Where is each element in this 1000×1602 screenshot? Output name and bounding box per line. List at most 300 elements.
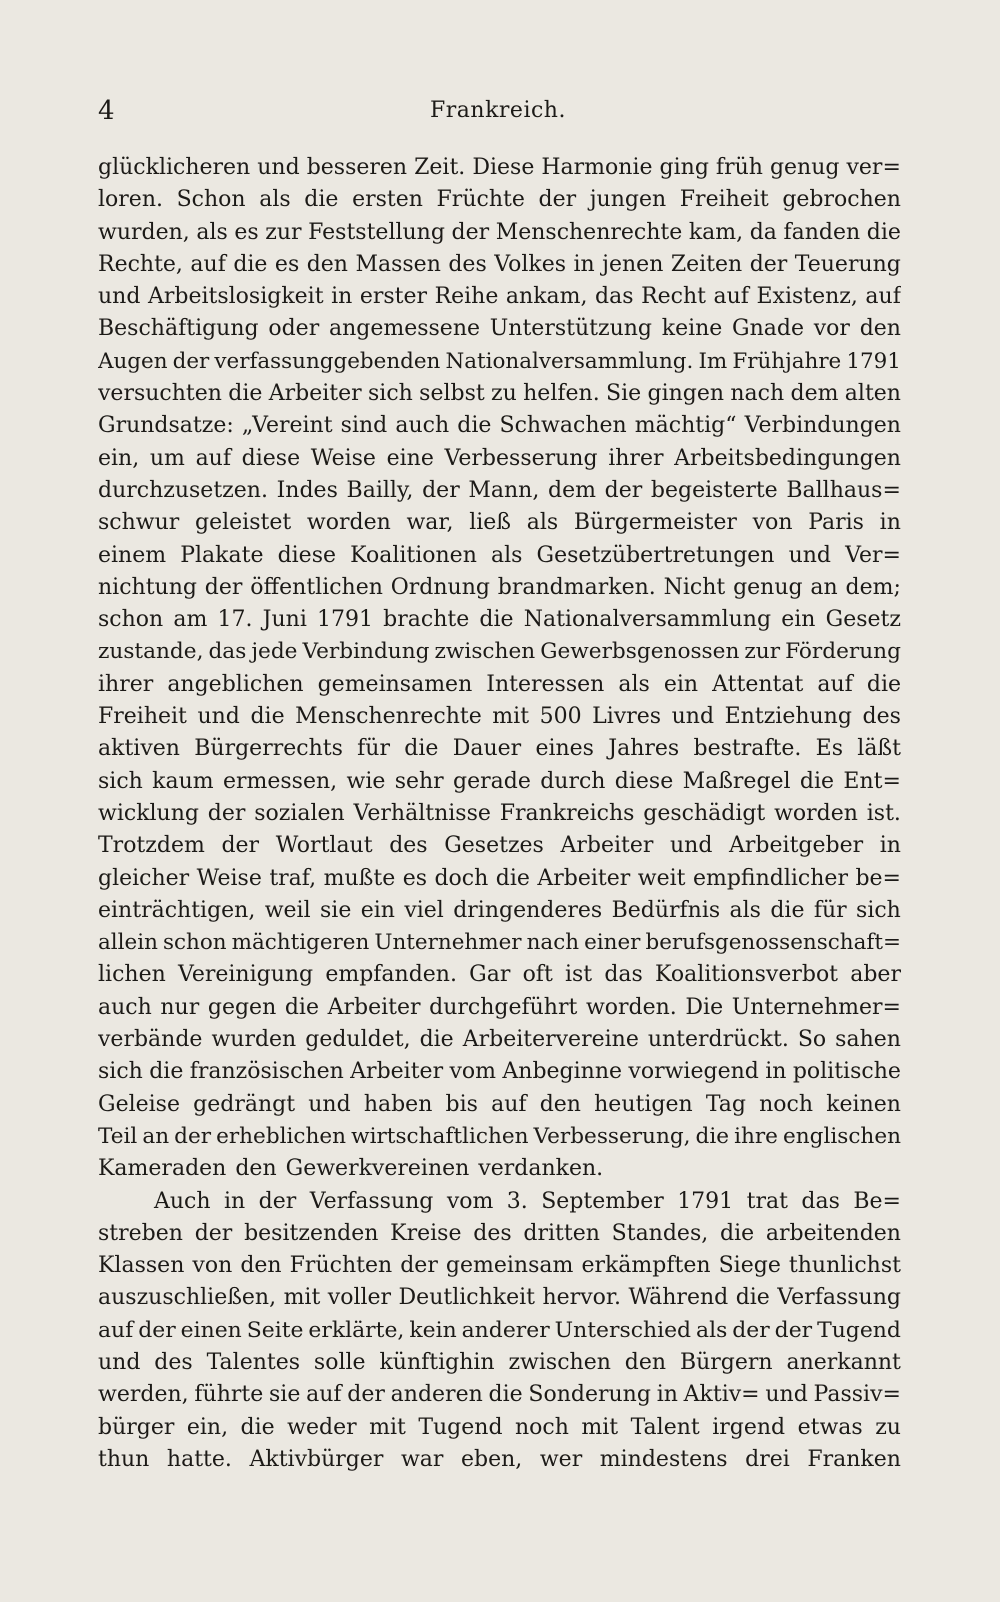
word: nur [160, 994, 200, 1020]
word: der [774, 1317, 813, 1343]
word: es [402, 865, 427, 891]
word: Arbeiter [350, 1059, 444, 1085]
word: wicklung [98, 800, 199, 826]
word: geleistet [195, 510, 292, 536]
word: Freiheit [98, 704, 187, 730]
word: ersten [352, 187, 423, 213]
word: das [208, 639, 247, 665]
word: hatte. [166, 1446, 232, 1472]
word: Arbeitervereine [462, 1027, 639, 1053]
word: und [98, 284, 141, 310]
word: ein, [186, 1414, 229, 1440]
word: Sie [606, 381, 642, 407]
word: Gnade [732, 316, 805, 342]
word: als [618, 671, 650, 697]
word: den [235, 1156, 277, 1182]
word: an [810, 574, 838, 600]
word: den [306, 251, 348, 277]
word: Aktiv= [683, 1382, 760, 1408]
word: zu [875, 1414, 901, 1440]
word: und [308, 1091, 351, 1117]
word: anerkannt [786, 1349, 901, 1375]
word: etwas [797, 1414, 863, 1440]
text-line [98, 992, 901, 1024]
word: die [488, 1382, 523, 1408]
word: jenen [602, 251, 664, 277]
word: nach [526, 930, 580, 956]
word: die [495, 865, 530, 891]
word: Bailly, [346, 477, 414, 503]
word: traf, [269, 865, 317, 891]
text-line [98, 1056, 901, 1088]
word: Volkes [494, 251, 567, 277]
word: Verbesserung, [533, 1123, 691, 1149]
word: ihrer [608, 445, 664, 471]
word: sie [320, 897, 352, 923]
word: es [274, 251, 300, 277]
text-line [98, 1153, 901, 1185]
word: und [788, 542, 831, 568]
word: führte [194, 1382, 264, 1408]
word: glücklicheren [98, 155, 251, 180]
word: thunlichst [788, 1253, 901, 1279]
word: Talentes [206, 1349, 301, 1375]
word: verdanken. [478, 1156, 604, 1182]
text-line [98, 863, 901, 895]
word: Dauer [452, 736, 522, 762]
text-line [98, 701, 901, 733]
running-title: Frankreich. [430, 98, 566, 123]
word: Tugend [817, 1317, 901, 1343]
word: solle [313, 1349, 366, 1375]
word: mächtig“ [634, 413, 737, 439]
text-line [98, 1347, 901, 1379]
word: noch [515, 1414, 569, 1440]
word: für [813, 897, 847, 923]
page-number: 4 [98, 96, 115, 126]
word: weder [287, 1414, 357, 1440]
word: Diese [472, 155, 535, 180]
word: in [656, 1382, 678, 1408]
word: genug [769, 155, 840, 180]
word: vom [449, 1059, 497, 1085]
word: aktiven [98, 736, 180, 762]
word: Schwachen [499, 413, 627, 439]
word: Arbeitgeber [729, 833, 864, 859]
word: zur [265, 219, 302, 245]
word: So [797, 1027, 827, 1053]
word: alten [844, 381, 901, 407]
word: an [142, 1123, 170, 1149]
word: Gesetz [825, 607, 901, 633]
word: der [207, 800, 246, 826]
word: auf [98, 1317, 134, 1343]
word: sind [340, 413, 388, 439]
word: Maßregel [682, 768, 791, 794]
word: wer [539, 1446, 583, 1472]
word: des [154, 1349, 193, 1375]
word: allein [98, 930, 158, 956]
word: ankam, [505, 284, 588, 310]
word: früh [715, 155, 763, 180]
text-line [98, 1218, 901, 1250]
word: es [234, 219, 259, 245]
text-line [98, 1379, 901, 1411]
word: Schon [176, 187, 246, 213]
word: ein [663, 671, 699, 697]
word: Arbeiter [268, 381, 362, 407]
word: den [240, 1253, 282, 1279]
text-line [98, 798, 901, 830]
word: auf [491, 1091, 527, 1117]
word: Zeiten [670, 251, 743, 277]
word: Unternehmer [374, 930, 522, 956]
word: ver= [846, 155, 901, 180]
word: des [448, 251, 487, 277]
word: gerade [453, 768, 531, 794]
word: auf [713, 284, 749, 310]
word: ein [781, 607, 816, 633]
word: die [866, 219, 901, 245]
word: trat [746, 1188, 788, 1214]
word: kaum [152, 768, 214, 794]
word: erkämpften [581, 1253, 711, 1279]
word: besitzenden [244, 1220, 379, 1246]
word: die [284, 994, 319, 1020]
word: bestrafte. [693, 736, 802, 762]
word: Unternehmer= [731, 994, 901, 1020]
word: Wortlaut [275, 833, 373, 859]
word: sehr [394, 768, 444, 794]
word: Livres [592, 704, 662, 730]
word: Talent [630, 1414, 700, 1440]
word: angeblichen [167, 671, 304, 697]
word: kam, [688, 219, 744, 245]
word: Harmonie [541, 155, 653, 180]
word: mit [492, 704, 530, 730]
word: der [194, 1220, 233, 1246]
word: dritten [523, 1220, 600, 1246]
word: ist [564, 962, 593, 988]
word: das [604, 962, 643, 988]
word: Ent= [843, 768, 901, 794]
word: sie [269, 1382, 301, 1408]
word: durchgeführt [429, 994, 578, 1020]
word: ließ [469, 510, 512, 536]
word: gemeinsam [445, 1253, 574, 1279]
word: Gewerkvereinen [285, 1156, 470, 1182]
word: Entziehung [724, 704, 852, 730]
word: mit [581, 1414, 619, 1440]
word: oder [268, 316, 320, 342]
word: sahen [835, 1027, 901, 1053]
word: weil [264, 897, 311, 923]
word: worden. [585, 994, 677, 1020]
word: Früchte [436, 187, 525, 213]
word: gebrochen [782, 187, 901, 213]
word: auf [195, 445, 231, 471]
word: die [799, 768, 835, 794]
word: gingen [647, 381, 725, 407]
word: irgend [712, 1414, 786, 1440]
text-line [98, 152, 901, 184]
word: schon [98, 607, 164, 633]
word: Bürgermeister [573, 510, 737, 536]
word: die [228, 381, 263, 407]
word: den [859, 316, 901, 342]
text-line [98, 1315, 901, 1347]
word: diese [277, 542, 337, 568]
word: der [604, 477, 643, 503]
word: Existenz, [756, 284, 858, 310]
word: war [400, 1446, 444, 1472]
word: mit [369, 1414, 406, 1440]
text-line [98, 1282, 901, 1314]
word: Augen [98, 348, 168, 374]
word: Siege [718, 1253, 781, 1279]
word: Zeit. [414, 155, 466, 180]
word: jede [251, 639, 298, 665]
word: das [595, 284, 634, 310]
word: 500 [539, 704, 582, 730]
word: Verbesserung [444, 445, 598, 471]
word: Menschenrechte [495, 219, 683, 245]
word: Koalitionsverbot [655, 962, 839, 988]
text-line [98, 507, 901, 539]
word: Frankreichs [499, 800, 635, 826]
word: arbeitenden [765, 1220, 901, 1246]
word: brandmarken. [497, 574, 656, 600]
word: sich [98, 1059, 143, 1085]
text-line [98, 1412, 901, 1444]
word: Geleise [98, 1091, 180, 1117]
word: berufsgenossenschaft= [645, 930, 901, 956]
word: Koalitionen [350, 542, 477, 568]
text-line [98, 475, 901, 507]
word: in [331, 284, 353, 310]
word: in [879, 833, 901, 859]
word: Be= [853, 1188, 901, 1214]
word: Auch [154, 1188, 211, 1214]
word: streben [98, 1220, 183, 1246]
word: Arbeiter [327, 994, 421, 1020]
text-line [98, 410, 901, 442]
word: auf [817, 671, 853, 697]
word: und [765, 1382, 808, 1408]
word: versuchten [98, 381, 222, 407]
text-line [98, 895, 901, 927]
word: Verfassung [777, 1285, 901, 1311]
text-line [98, 766, 901, 798]
word: als [196, 219, 228, 245]
word: der [258, 1188, 297, 1214]
word: Indes [276, 477, 338, 503]
word: und [197, 704, 240, 730]
text-line [98, 733, 901, 765]
word: die [250, 704, 285, 730]
word: Weise [310, 445, 376, 471]
word: verbände [98, 1027, 203, 1053]
word: heutigen [594, 1091, 693, 1117]
word: der [749, 251, 788, 277]
word: Feststellung [308, 219, 445, 245]
word: erster [359, 284, 428, 310]
word: die [419, 1027, 454, 1053]
word: mindestens [599, 1446, 728, 1472]
word: noch [759, 1091, 814, 1117]
word: sich [368, 381, 413, 407]
word: der [451, 219, 490, 245]
word: 1791 [317, 607, 374, 633]
word: ihrer [98, 671, 154, 697]
word: vom [446, 1188, 494, 1214]
text-line [98, 1024, 901, 1056]
word: Jahres [608, 736, 680, 762]
word: die [233, 251, 268, 277]
word: worden [306, 510, 391, 536]
word: Rechte, [98, 251, 183, 277]
word: Teuerung [794, 251, 901, 277]
word: aber [850, 962, 901, 988]
word: das [801, 1188, 840, 1214]
text-line [98, 927, 901, 959]
word: ein [360, 897, 395, 923]
word: Es [815, 736, 843, 762]
word: selbst [419, 381, 485, 407]
word: einer [584, 930, 641, 956]
word: für [357, 736, 390, 762]
word: Arbeiter [537, 865, 631, 891]
word: Tugend [418, 1414, 503, 1440]
word: Aktivbürger [249, 1446, 384, 1472]
word: Beschäftigung [98, 316, 259, 342]
word: vorwiegend [628, 1059, 759, 1085]
word: Ver= [845, 542, 901, 568]
word: die [695, 1123, 730, 1149]
word: zwischen [434, 639, 536, 665]
word: Bürgern [679, 1349, 773, 1375]
word: 3. [506, 1188, 528, 1214]
word: Kameraden [98, 1156, 227, 1182]
word: besseren [306, 155, 408, 180]
word: anderer [461, 1317, 550, 1343]
word: Interessen [486, 671, 605, 697]
word: und [98, 1349, 141, 1375]
word: genug [733, 574, 803, 600]
text-line [98, 1089, 901, 1121]
word: 1791 [846, 348, 901, 374]
word: Passiv= [813, 1382, 901, 1408]
word: Seite [246, 1317, 304, 1343]
word: wie [346, 768, 386, 794]
text-line [98, 346, 901, 378]
word: Weise [196, 865, 262, 891]
text-line [98, 184, 901, 216]
word: Recht [641, 284, 706, 310]
word: Gesetzes [444, 833, 544, 859]
word: die [304, 187, 339, 213]
word: thun [98, 1446, 150, 1472]
word: wirtschaftlichen [351, 1123, 529, 1149]
word: Gewerbsgenossen [540, 639, 740, 665]
word: Arbeitsbedingungen [674, 445, 901, 471]
word: Unterschied [554, 1317, 692, 1343]
word: der [422, 477, 460, 503]
word: da [749, 219, 777, 245]
word: am [173, 607, 208, 633]
running-head [98, 96, 898, 136]
word: und [671, 704, 715, 730]
text-line [98, 313, 901, 345]
word: der [347, 1382, 385, 1408]
text-line [98, 604, 901, 636]
word: bis [445, 1091, 478, 1117]
word: Arbeitslosigkeit [147, 284, 324, 310]
word: begeisterte [650, 477, 778, 503]
word: geduldet, [305, 1027, 411, 1053]
word: worden [774, 800, 858, 826]
word: Förderung [785, 639, 901, 665]
word: der [204, 574, 243, 600]
word: Nicht [663, 574, 726, 600]
word: französischen [189, 1059, 344, 1085]
word: hervor. [542, 1285, 621, 1311]
word: die [149, 1059, 184, 1085]
word: diese [241, 445, 301, 471]
word: empfindlicher [692, 865, 848, 891]
word: Verhältnisse [353, 800, 491, 826]
word: werden, [98, 1382, 189, 1408]
word: Verfassung [309, 1188, 434, 1214]
word: unterdrückt. [647, 1027, 789, 1053]
word: schon [162, 930, 227, 956]
word: Nationalversammlung. [445, 348, 694, 374]
word: nach [730, 381, 785, 407]
word: Ordnung [390, 574, 490, 600]
text-line [98, 249, 901, 281]
word: Die [685, 994, 724, 1020]
word: gleicher [98, 865, 190, 891]
word: des [473, 1220, 512, 1246]
word: September [541, 1188, 664, 1214]
text-line [98, 540, 901, 572]
word: auch [395, 413, 450, 439]
word: ermessen, [222, 768, 338, 794]
word: Sonderung [528, 1382, 651, 1408]
word: Im [698, 348, 728, 374]
word: der [732, 1317, 770, 1343]
word: der [138, 1317, 176, 1343]
word: mächtigeren [231, 930, 370, 956]
word: Reihe [434, 284, 499, 310]
word: als [490, 542, 523, 568]
word: die [479, 607, 514, 633]
word: Massen [355, 251, 441, 277]
text-line [98, 217, 901, 249]
word: einen [180, 1317, 242, 1343]
word: auf [306, 1382, 342, 1408]
word: als [526, 510, 559, 536]
word: Verbindung [302, 639, 430, 665]
word: zur [744, 639, 781, 665]
word: erklärte, [308, 1317, 405, 1343]
word: gedrängt [193, 1091, 296, 1117]
word: Tag [705, 1091, 746, 1117]
word: drei [745, 1446, 790, 1472]
word: Anbeginne [502, 1059, 623, 1085]
word: in [879, 510, 901, 536]
word: in [223, 1188, 246, 1214]
